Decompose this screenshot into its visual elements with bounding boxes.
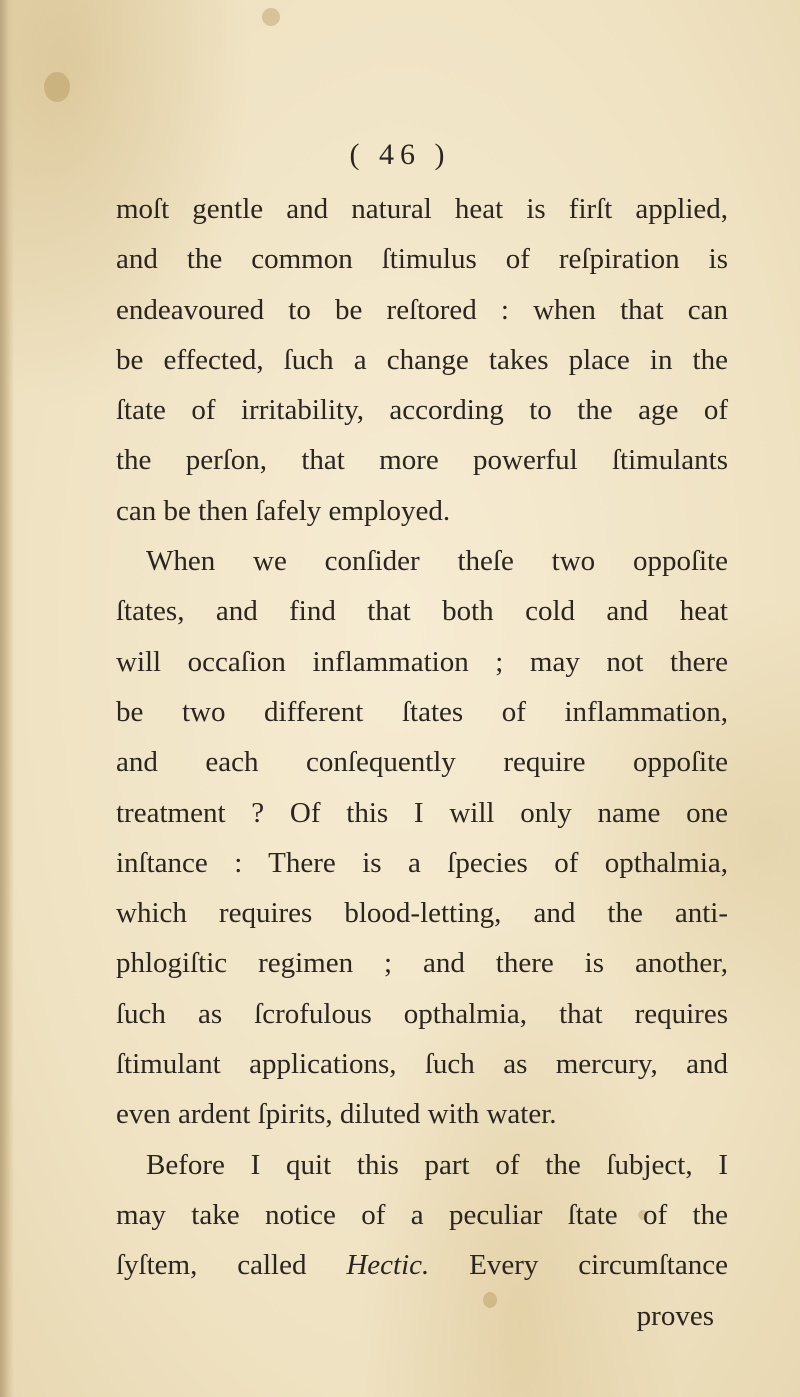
text-line: ſuch as ſcrofulous opthalmia, that requires — [116, 997, 728, 1030]
text-line: moſt gentle and natural heat is firſt applied, — [116, 193, 728, 225]
text-line: ſtates, and find that both cold and heat — [116, 595, 728, 628]
text-line: be two different ſtates of inflammation, — [116, 695, 728, 728]
text-line: and each conſequently require oppoſite — [116, 746, 728, 779]
page-number-header: ( 46 ) — [349, 138, 451, 171]
text-line: which requires blood-letting, and the anti- — [116, 897, 728, 930]
text-line: ſtate of irritability, according to the age of — [116, 394, 728, 427]
text-line: phlogiſtic regimen ; and there is another, — [116, 947, 728, 980]
text-line: and the common ſtimulus of reſpiration is — [116, 243, 728, 276]
text-line: be effected, ſuch a change takes place in the — [116, 343, 728, 376]
text-line: Before I quit this part of the ſubject, I — [146, 1148, 728, 1181]
foxing-spot — [262, 8, 280, 26]
page-binding-edge — [0, 0, 14, 1397]
body-text — [116, 184, 728, 1341]
text-line: can be then ſafely employed. — [116, 494, 451, 527]
text-run: ſyſtem, called — [116, 1249, 347, 1282]
text-line: treatment ? Of this I will only name one — [116, 796, 728, 829]
text-line: the perſon, that more powerful ſtimulants — [116, 444, 728, 477]
text-line: ſtimulant applications, ſuch as mercury, and — [116, 1048, 728, 1081]
text-run: Every circumſtance — [429, 1249, 728, 1282]
catchword: proves — [636, 1299, 714, 1332]
foxing-spot — [44, 72, 70, 102]
text-line: may take notice of a peculiar ſtate of the — [116, 1198, 728, 1231]
text-line: endeavoured to be reſtored : when that can — [116, 293, 728, 326]
text-line: When we conſider theſe two oppoſite — [146, 545, 728, 578]
text-line: even ardent ſpirits, diluted with water. — [116, 1098, 557, 1131]
text-line: inſtance : There is a ſpecies of opthalmia, — [116, 846, 728, 879]
text-line: will occaſion inflammation ; may not there — [116, 645, 728, 678]
italic-term: Hectic. — [346, 1249, 430, 1282]
text-line-with-italic — [116, 1240, 728, 1290]
